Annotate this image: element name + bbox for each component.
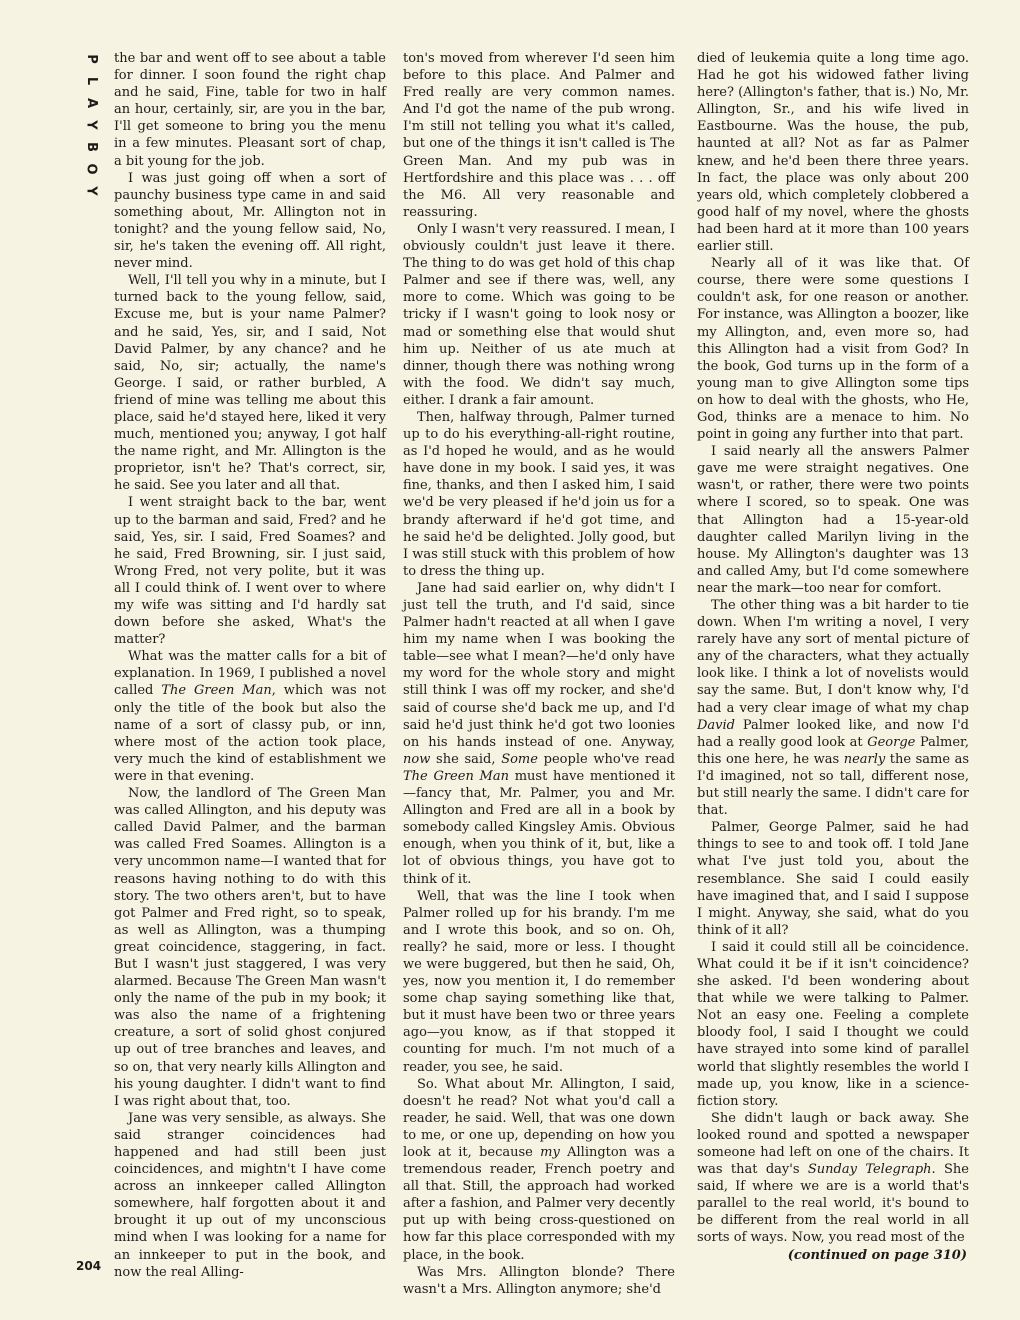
emphasis: my bbox=[540, 1145, 560, 1160]
paragraph: ton's moved from wherever I'd seen him before to this place. And Palmer and Fred really are very common names. And I'd got the name of the pub wrong. I'm still not telling you what it's called, but one of the things it isn't called is The Green Man. And my pub was in Hertfordshire and this place was . . . off the M6. All very reasonable and reassuring. bbox=[403, 51, 675, 220]
emphasis: nearly bbox=[843, 751, 886, 767]
text-run: must have mentioned it—fancy that, Mr. Palmer, you and Mr. Allington and Fred are all in a book by somebody called Kingsley Amis. Obvious enough, when you think of it, but, like a lot of obvious things, you have got to think of it. bbox=[403, 768, 676, 887]
masthead-letter: A bbox=[84, 97, 99, 109]
paragraph: I said nearly all the answers Palmer gave me were straight negatives. One wasn't, or rather, there were two points where I scored, so to speak. One was that Allington had a 15-year-old daughter called Marilyn living in the house. My Allington's daughter was 13 and called Amy, but I'd come somewhere near the mark—too near for comfort. bbox=[697, 444, 969, 596]
emphasis: David bbox=[697, 717, 735, 733]
book-title: The Green Man bbox=[161, 683, 272, 699]
text-run: Palmer looked like, and now I'd had a really good look at bbox=[697, 717, 969, 750]
paragraph bbox=[403, 1076, 675, 1264]
masthead-playboy bbox=[80, 48, 102, 202]
paragraph: I was just going off when a sort of paunchy business type came in and said something about, Mr. Allington not in tonight? and the young fellow said, No, sir, he's taken the evening off. All right, never mind. bbox=[114, 170, 386, 272]
masthead-letter: P bbox=[84, 54, 99, 64]
column-2 bbox=[403, 50, 675, 1298]
paragraph: Well, I'll tell you why in a minute, but I turned back to the young fellow, said, Excuse me, but is your name Palmer? and he said, Yes, sir, and I said, Not David Palmer, by any chance? and he said, No, sir; actually, the name's George. I said, or rather burbled, A friend of mine was telling me about this place, said he'd stayed here, liked it very much, mentioned you; anyway, I got half the name right, and Mr. Allington is the proprietor, isn't he? That's correct, sir, he said. See you later and all that. bbox=[114, 273, 386, 494]
paragraph bbox=[114, 648, 386, 785]
paragraph: I said it could still all be coincidence. What could it be if it isn't coincidence? she asked. I'd been wondering about that while we were talking to Palmer. Not an easy one. Feeling a complete bloody fool, I said I thought we could have strayed into some kind of parallel world that slightly resembles the world I made up, you know, like in a science-fiction story. bbox=[697, 939, 969, 1109]
emphasis: now bbox=[403, 751, 431, 767]
masthead-letter: Y bbox=[83, 120, 99, 130]
masthead-letter: L bbox=[83, 76, 99, 86]
masthead-letter: Y bbox=[83, 186, 99, 196]
paragraph: I went straight back to the bar, went up to the barman and said, Fred? and he said, Yes, sir. I said, Fred Soames? and he said, Fred Browning, sir. I just said, Wrong Fred, not very polite, but it was all I could think of. I went over to where my wife was sitting and I'd hardly sat down before she asked, What's the matter? bbox=[114, 495, 386, 648]
text-run: The other thing was a bit harder to tie down. When I'm writing a novel, I very rarely have any sort of mental picture of any of the characters, what they actually look like. I think a lot of novelists would say the same. But, I don't know why, I'd had a very clear image of what my chap bbox=[697, 598, 969, 716]
text-run: the same as I'd imagined, not so tall, different nose, but still nearly the same. I didn't care for that. bbox=[697, 751, 969, 819]
text-run: She didn't laugh or back away. She looked round and spotted a newspaper someone had left on one of the chairs. It was that day's bbox=[697, 1110, 969, 1178]
newspaper-title: Sunday Telegraph bbox=[807, 1162, 932, 1178]
continued-note: (continued on page 310) bbox=[787, 1247, 967, 1263]
text-run: , which was not only the title of the book but also the name of a sort of classy pub, or inn, where most of the action took place, very much the kind of establishment we were in that evening. bbox=[114, 683, 386, 784]
paragraph bbox=[697, 597, 969, 819]
emphasis: George bbox=[867, 734, 916, 750]
masthead-letter: B bbox=[83, 142, 99, 152]
masthead-letter: O bbox=[84, 163, 99, 175]
paragraph: Then, halfway through, Palmer turned up to do his everything-all-right routine, as I'd hoped he would, and as he would have done in my book. I said yes, it was fine, thanks, and then I asked him, I said we'd be very pleased if he'd join us for a brandy afterward if he'd got time, and he said he'd be delighted. Jolly good, but I was still stuck with this problem of how to dress the thing up. bbox=[403, 409, 675, 579]
paragraph bbox=[403, 580, 675, 888]
emphasis: Some bbox=[501, 751, 538, 767]
text-run: Jane had said earlier on, why didn't I just tell the truth, and I'd said, since Palmer hadn't reacted at all when I gave him my name when I was booking the table—see what I mean?—he'd only have my word for the whole story and might still think I was off my rocker, and she'd said of course she'd back me up, and I'd said he'd just think he'd got two loonies on his hands instead of one. Anyway, bbox=[403, 580, 675, 750]
text-run: Palmer, this one here, he was bbox=[697, 734, 969, 767]
paragraph bbox=[697, 1110, 969, 1247]
paragraph: the bar and went off to see about a table for dinner. I soon found the right chap and he said, Fine, table for two in half an hour, certainly, sir, are you in the bar, I'll get someone to bring you the menu in a few minutes. Pleasant sort of chap, a bit young for the job. bbox=[114, 51, 386, 169]
page-number: 204 bbox=[76, 1259, 102, 1273]
paragraph: Was Mrs. Allington blonde? There wasn't a Mrs. Allington anymore; she'd bbox=[403, 1264, 675, 1297]
paragraph: Now, the landlord of The Green Man was called Allington, and his deputy was called David Palmer, and the barman was called Fred Soames. Allington is a very uncommon name—I wanted that for reasons having nothing to do with this story. The two others aren't, but to have got Palmer and Fred right, so to speak, as well as Allington, was a thumping great coincidence, staggering, in fact. But I wasn't just staggered, I was very alarmed. Because The Green Man wasn't only the name of the pub in my book; it was also the name of a frightening creature, a sort of solid ghost conjured up out of tree branches and leaves, and so on, that very nearly kills Allington and his young daughter. I didn't want to find I was right about that, too. bbox=[114, 786, 386, 1109]
paragraph: Palmer, George Palmer, said he had things to see to and took off. I told Jane what I've just told you, about the resemblance. She said I could easily have imagined that, and I said I suppose I might. Anyway, she said, what do you think of it all? bbox=[697, 820, 969, 938]
text-run: What was the matter calls for a bit of explanation. In 1969, I published a novel called bbox=[114, 649, 386, 699]
paragraph: Nearly all of it was like that. Of course, there were some questions I couldn't ask, for one reason or another. For instance, was Allington a boozer, like my Allington, and, even more so, had this Allington had a visit from God? In the book, God turns up in the form of a young man to give Allington some tips on how to deal with the ghosts, who He, God, thinks are a menace to him. No point in going any further into that part. bbox=[697, 256, 969, 443]
text-run: . She said, If where we are is a world that's parallel to the real world, it's bound to be different from the real world in all sorts of ways. Now, you read most of the bbox=[697, 1162, 969, 1246]
column-1 bbox=[114, 50, 386, 1281]
paragraph: died of leukemia quite a long time ago. Had he got his widowed father living here? (Allington's father, that is.) No, Mr. Allington, Sr., and his wife lived in Eastbourne. Was the house, the pub, haunted at all? Not as far as Palmer knew, and he'd been there three years. In fact, the place was only about 200 years old, which completely clobbered a good half of my novel, where the ghosts had been hard at it more than 100 years earlier still. bbox=[697, 51, 969, 255]
text-run: people who've read bbox=[537, 751, 675, 767]
paragraph: Only I wasn't very reassured. I mean, I obviously couldn't just leave it there. The thing to do was get hold of this chap Palmer and see if there was, well, any more to come. Which was going to be tricky if I wasn't going to look nosy or mad or something else that would shut him up. Neither of us ate much at dinner, though there was nothing wrong with the food. We didn't say much, either. I drank a fair amount. bbox=[403, 221, 675, 408]
column-3 bbox=[697, 50, 969, 1264]
text-run: So. What about Mr. Allington, I said, doesn't he read? Not what you'd call a reader, he said. Well, that was one down to me, or one up, depending on how you look at it, because bbox=[403, 1076, 675, 1160]
text-run: Allington was a tremendous reader, French poetry and all that. Still, the approach had worked after a fashion, and Palmer very decently put up with being cross-questioned on how far this place corresponded with my place, in the book. bbox=[403, 1145, 675, 1263]
paragraph: Jane was very sensible, as always. She said stranger coincidences had happened and had still been just coincidences, and mightn't I have come across an innkeeper called Allington somewhere, half forgotten about it and brought it up out of my unconscious mind when I was looking for a name for an innkeeper to put in the book, and now the real Alling- bbox=[114, 1110, 386, 1280]
book-title: The Green Man bbox=[403, 768, 509, 784]
paragraph: Well, that was the line I took when Palmer rolled up for his brandy. I'm me and I wrote this book, and so on. Oh, really? he said, more or less. I thought we were buggered, but then he said, Oh, yes, now you mention it, I do remember some chap saying something like that, but it must have been two or three years ago—you know, as if that stopped it counting for much. I'm not much of a reader, you see, he said. bbox=[403, 888, 675, 1075]
text-run: she said, bbox=[430, 751, 502, 767]
